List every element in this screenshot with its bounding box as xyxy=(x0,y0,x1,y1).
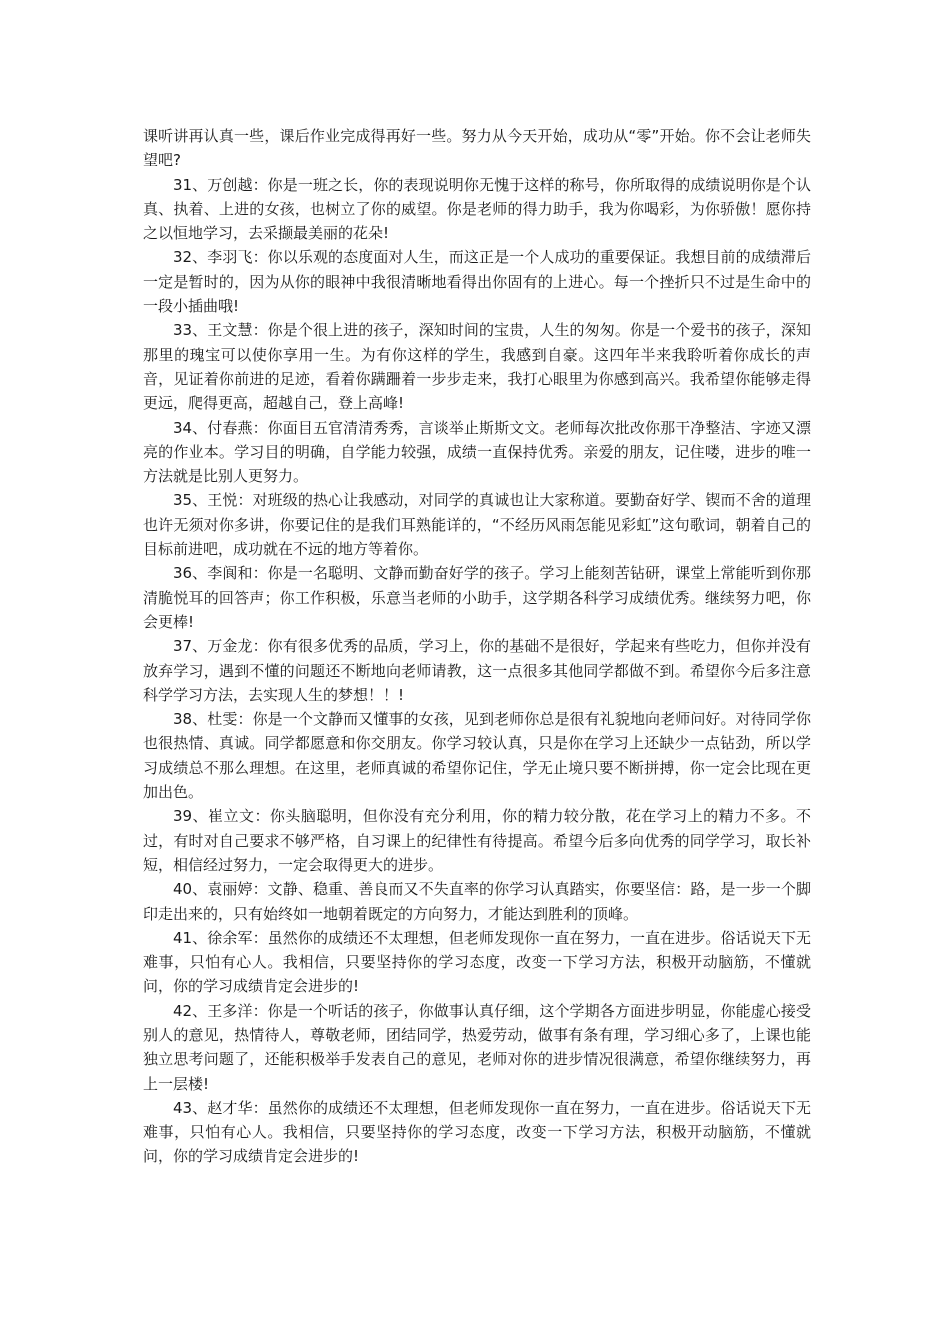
paragraph-32 xyxy=(143,245,811,318)
paragraph-text: 李阆和：你是一名聪明、文静而勤奋好学的孩子。学习上能刻苦钻研，课堂上常能听到你那清脆悦耳的回答声；你工作积极，乐意当老师的小助手，这学期各科学习成绩优秀。继续努力吧，你会更棒! xyxy=(143,564,811,631)
paragraph-number: 42、 xyxy=(173,1001,208,1020)
paragraph-number: 35、 xyxy=(173,491,208,510)
paragraph-number: 34、 xyxy=(173,418,208,437)
paragraph-number: 38、 xyxy=(173,710,208,729)
paragraph-40 xyxy=(143,877,811,926)
paragraph-text: 徐余军：虽然你的成绩还不太理想，但老师发现你一直在努力，一直在进步。俗话说天下无难事，只怕有心人。我相信，只要坚持你的学习态度，改变一下学习方法，积极开动脑筋，不懂就问，你的学习成绩肯定会进步的! xyxy=(143,928,811,996)
paragraph-36 xyxy=(143,561,811,634)
paragraph-text: 袁丽婷：文静、稳重、善良而又不失直率的你学习认真踏实，你要坚信：路，是一步一个脚印走出来的，只有始终如一地朝着既定的方向努力，才能达到胜利的顶峰。 xyxy=(143,880,811,923)
paragraph-text: 万创越：你是一班之长，你的表现说明你无愧于这样的称号，你所取得的成绩说明你是个认真、执着、上进的女孩，也树立了你的威望。你是老师的得力助手，我为你喝彩，为你骄傲！愿你持之以恒地学习，去采撷最美丽的花朵! xyxy=(143,175,811,243)
paragraph-number: 37、 xyxy=(173,637,208,656)
paragraph-continuation xyxy=(143,124,811,173)
paragraph-42 xyxy=(143,999,811,1096)
paragraph-text: 杜雯：你是一个文静而又懂事的女孩，见到老师你总是很有礼貌地向老师问好。对待同学你也很热情、真诚。同学都愿意和你交朋友。你学习较认真，只是你在学习上还缺少一点钻劲，所以学习成绩总不那么理想。在这里，老师真诚的希望你记住，学无止境只要不断拼搏，你一定会比现在更加出色。 xyxy=(143,710,811,802)
paragraph-37 xyxy=(143,634,811,707)
paragraph-text: 万金龙：你有很多优秀的品质，学习上，你的基础不是很好，学起来有些吃力，但你并没有放弃学习，遇到不懂的问题还不断地向老师请教，这一点很多其他同学都做不到。希望你今后多注意科学学习方法，去实现人生的梦想！！! xyxy=(143,637,811,704)
paragraph-text: 课听讲再认真一些，课后作业完成得再好一些。努力从今天开始，成功从“零”开始。你不会让老师失望吧? xyxy=(143,127,811,170)
document-page xyxy=(143,124,811,1169)
paragraph-34 xyxy=(143,416,811,489)
paragraph-number: 36、 xyxy=(173,564,208,583)
paragraph-38 xyxy=(143,707,811,804)
paragraph-number: 33、 xyxy=(173,321,208,340)
paragraph-number: 43、 xyxy=(173,1098,208,1117)
paragraph-number: 31、 xyxy=(173,175,208,194)
paragraph-number: 41、 xyxy=(173,928,208,947)
paragraph-number: 32、 xyxy=(173,248,208,267)
paragraph-text: 王悦：对班级的热心让我感动，对同学的真诚也让大家称道。要勤奋好学、锲而不舍的道理也许无须对你多讲，你要记住的是我们耳熟能详的，“不经历风雨怎能见彩虹”这句歌词，朝着自己的目标前进吧，成功就在不远的地方等着你。 xyxy=(143,491,811,559)
paragraph-text: 王文慧：你是个很上进的孩子，深知时间的宝贵，人生的匆匆。你是一个爱书的孩子，深知那里的瑰宝可以使你享用一生。为有你这样的学生，我感到自豪。这四年半来我聆听着你成长的声音，见证着你前进的足迹，看着你蹒跚着一步步走来，我打心眼里为你感到高兴。我希望你能够走得更远，爬得更高，超越自己，登上高峰! xyxy=(143,321,811,413)
paragraph-text: 李羽飞：你以乐观的态度面对人生，而这正是一个人成功的重要保证。我想目前的成绩滞后一定是暂时的，因为从你的眼神中我很清晰地看得出你固有的上进心。每一个挫折只不过是生命中的一段小插曲哦! xyxy=(143,248,811,316)
paragraph-text: 赵才华：虽然你的成绩还不太理想，但老师发现你一直在努力，一直在进步。俗话说天下无难事，只怕有心人。我相信，只要坚持你的学习态度，改变一下学习方法，积极开动脑筋，不懂就问，你的学习成绩肯定会进步的! xyxy=(143,1098,811,1166)
paragraph-33 xyxy=(143,318,811,415)
paragraph-text: 王多洋：你是一个听话的孩子，你做事认真仔细，这个学期各方面进步明显，你能虚心接受别人的意见，热情待人，尊敬老师，团结同学，热爱劳动，做事有条有理，学习细心多了，上课也能独立思考问题了，还能积极举手发表自己的意见，老师对你的进步情况很满意，希望你继续努力，再上一层楼! xyxy=(143,1001,811,1093)
paragraph-43 xyxy=(143,1096,811,1169)
paragraph-35 xyxy=(143,488,811,561)
paragraph-41 xyxy=(143,926,811,999)
paragraph-number: 39、 xyxy=(173,807,209,826)
paragraph-text: 崔立文：你头脑聪明，但你没有充分利用，你的精力较分散，花在学习上的精力不多。不过，有时对自己要求不够严格，自习课上的纪律性有待提高。希望今后多向优秀的同学学习，取长补短，相信经过努力，一定会取得更大的进步。 xyxy=(143,807,811,874)
paragraph-39 xyxy=(143,804,811,877)
paragraph-31 xyxy=(143,173,811,246)
paragraph-number: 40、 xyxy=(173,880,208,899)
paragraph-text: 付春燕：你面目五官清清秀秀，言谈举止斯斯文文。老师每次批改你那干净整洁、字迹又漂亮的作业本。学习目的明确，自学能力较强，成绩一直保持优秀。亲爱的朋友，记住喽，进步的唯一方法就是比别人更努力。 xyxy=(143,418,811,486)
